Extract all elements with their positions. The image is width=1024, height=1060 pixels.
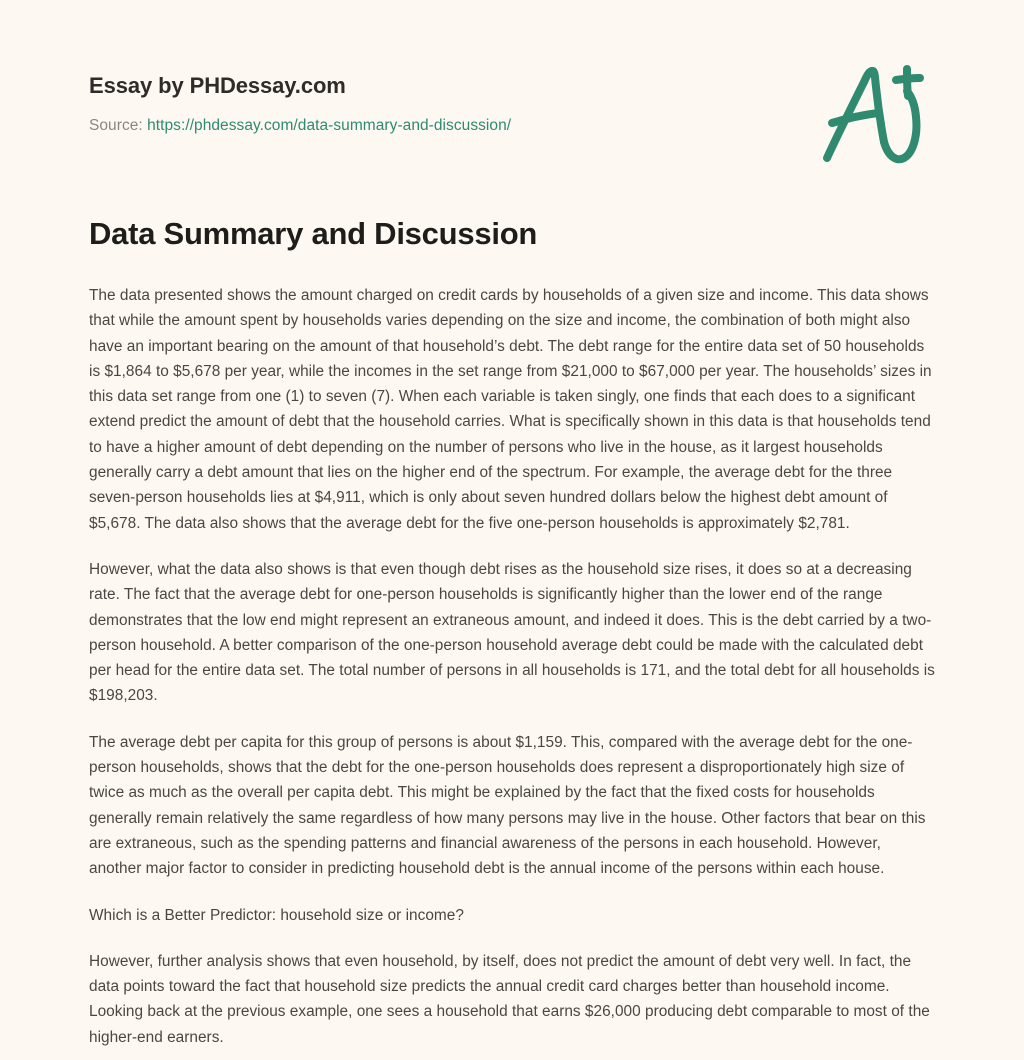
paragraph: However, what the data also shows is that even though debt rises as the household size rises, it does so at a decreasing rate. The fact that the average debt for one-person households is significantly higher than the lower end of the range demonstrates that the low end might represent an extraneous amount, and indeed it does. This is the debt carried by a two-person household. A better comparison of the one-person household average debt could be made with the calculated debt per head for the entire data set. The total number of persons in all households is 171, and the total debt for all households is $198,203.	[89, 560, 935, 705]
source-label: Source:	[89, 116, 148, 134]
source-url-link[interactable]: https://phdessay.com/data-summary-and-discussion/	[147, 116, 512, 134]
section-question: Which is a Better Predictor: household size or income?	[89, 906, 464, 924]
brand-title: Essay by PHDessay.com	[89, 73, 346, 98]
paragraph: The data presented shows the amount charged on credit cards by households of a given size and income. This data shows that while the amount spent by households varies depending on the size and income, the combination of both might also have an important bearing on the amount of that household’s debt. The debt range for the entire data set of 50 households is $1,864 to $5,678 per year, while the incomes in the set range from $21,000 to $67,000 per year. The households’ sizes in this data set range from one (1) to seven (7). When each variable is taken singly, one finds that each does to a significant extend predict the amount of debt that the household carries. What is specifically shown in this data is that households tend to have a higher amount of debt depending on the number of persons who live in the house, as it largest households generally carry a debt amount that lies on the higher end of the spectrum. For example, the average debt for the three seven-person households lies at $4,911, which is only about seven hundred dollars below the highest debt amount of $5,678. The data also shows that the average debt for the five one-person households is approximately $2,781.	[89, 287, 932, 532]
page-title: Data Summary and Discussion	[89, 216, 538, 251]
paragraph: The average debt per capita for this group of persons is about $1,159. This, compared with the average debt for the one-person households, shows that the debt for the one-person households does represent a disproportionately high size of twice as much as the overall per capita debt. This might be explained by the fact that the fixed costs for households generally remain relatively the same regardless of how many persons may live in the house. Other factors that bear on this are extraneous, such as the spending patterns and financial awareness of the persons in each household. However, another major factor to consider in predicting household debt is the annual income of the persons within each house.	[89, 733, 926, 878]
paragraph: However, further analysis shows that even household, by itself, does not predict the amount of debt very well. In fact, the data points toward the fact that household size predicts the annual credit card charges better than household income. Looking back at the previous example, one sees a household that earns $26,000 producing debt comparable to most of the higher-end earners.	[89, 952, 930, 1046]
article-body	[89, 283, 937, 1050]
aplus-logo-icon	[812, 58, 930, 170]
